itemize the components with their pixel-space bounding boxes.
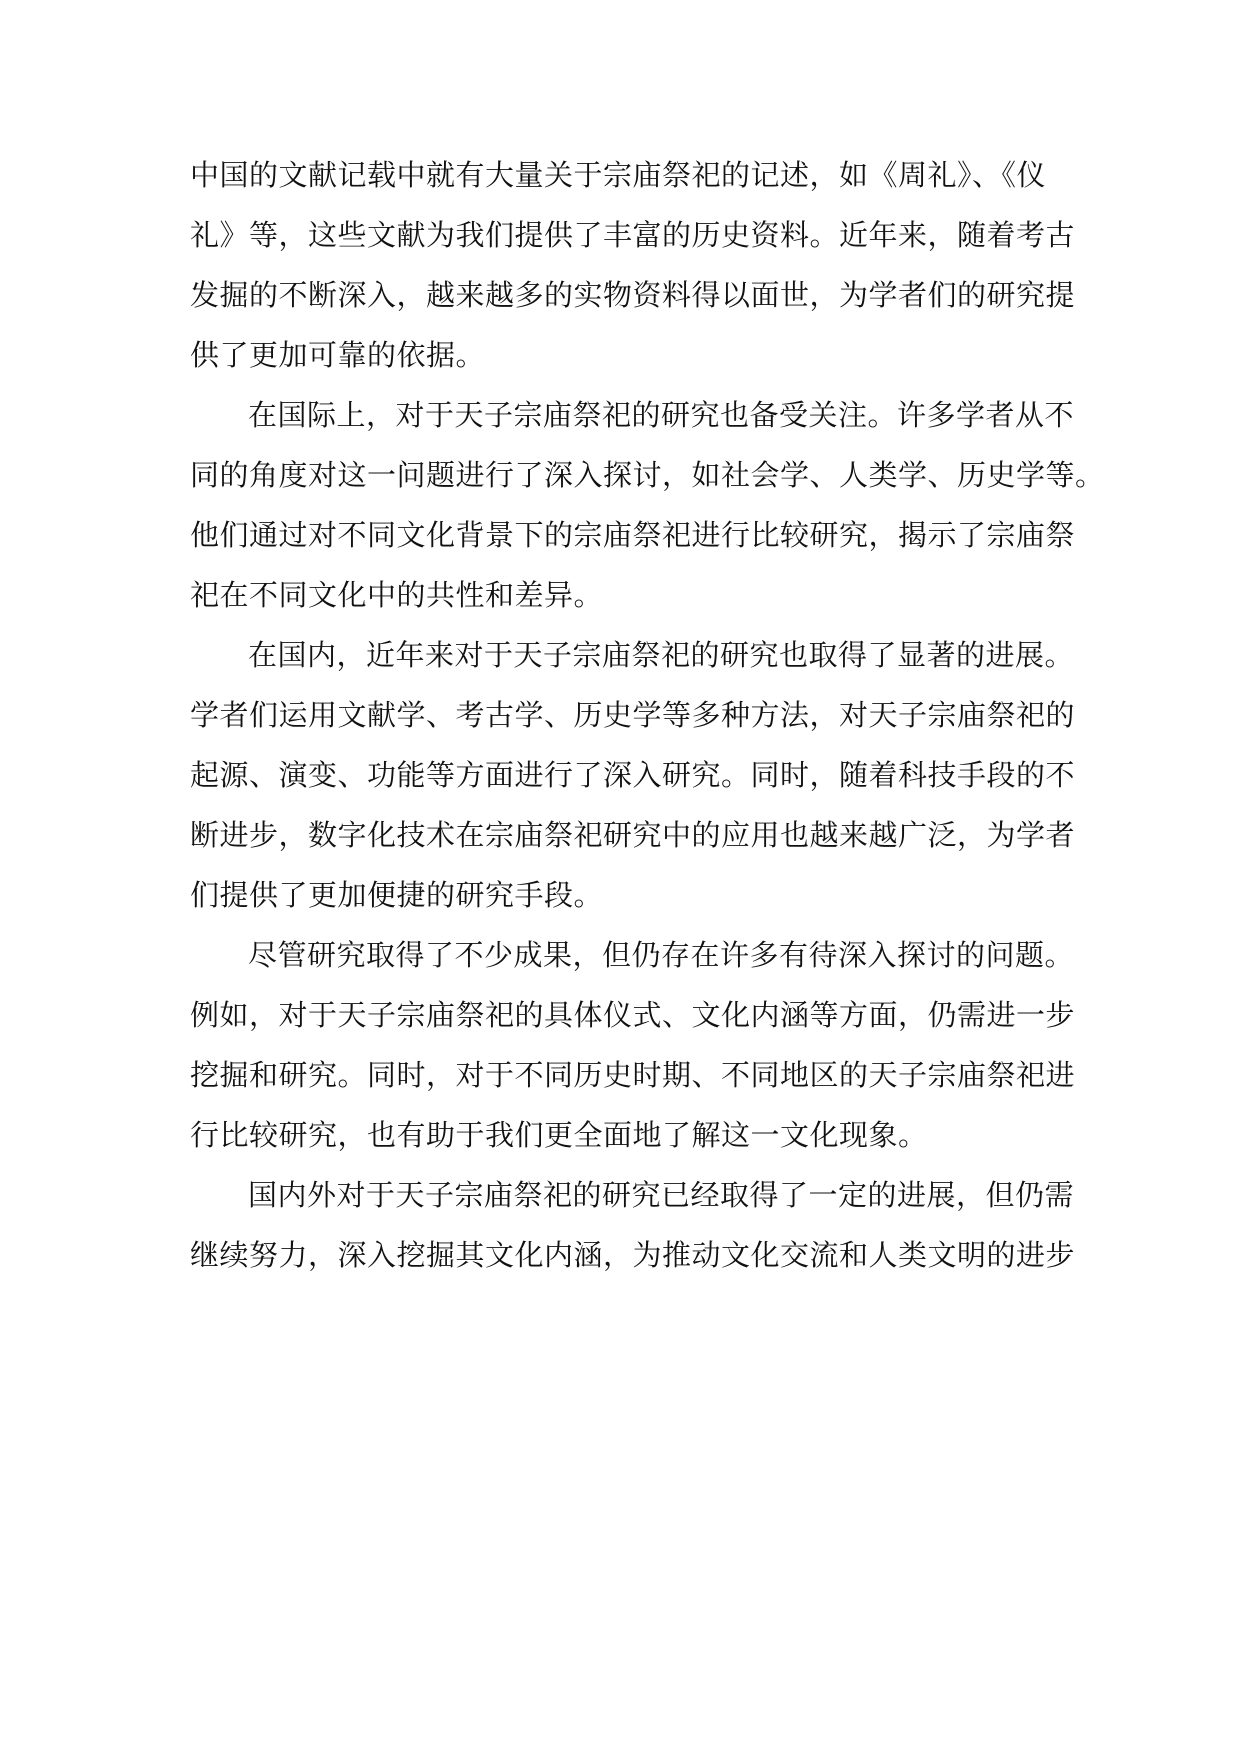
text-line: 国内外对于天子宗庙祭祀的研究已经取得了一定的进展，但仍需	[248, 1178, 1075, 1212]
text-line: 他们通过对不同文化背景下的宗庙祭祀进行比较研究，揭示了宗庙祭	[190, 518, 1076, 552]
text-line: 礼》等，这些文献为我们提供了丰富的历史资料。近年来，随着考古	[190, 218, 1076, 252]
paragraph-4	[190, 925, 1076, 1165]
paragraph-1	[190, 145, 1076, 385]
body-text	[190, 145, 1105, 1285]
text-line: 供了更加可靠的依据。	[190, 338, 486, 372]
text-line: 继续努力，深入挖掘其文化内涵，为推动文化交流和人类文明的进步	[190, 1238, 1076, 1272]
text-line: 发掘的不断深入，越来越多的实物资料得以面世，为学者们的研究提	[190, 278, 1076, 312]
paragraph-2	[190, 385, 1105, 625]
text-line: 挖掘和研究。同时，对于不同历史时期、不同地区的天子宗庙祭祀进	[190, 1058, 1076, 1092]
text-line: 中国的文献记载中就有大量关于宗庙祭祀的记述，如《周礼》、《仪	[190, 158, 1047, 192]
text-line: 在国际上，对于天子宗庙祭祀的研究也备受关注。许多学者从不	[248, 398, 1075, 432]
text-line: 同的角度对这一问题进行了深入探讨，如社会学、人类学、历史学等。	[190, 458, 1105, 492]
text-line: 尽管研究取得了不少成果，但仍存在许多有待深入探讨的问题。	[248, 938, 1075, 972]
text-line: 行比较研究，也有助于我们更全面地了解这一文化现象。	[190, 1118, 928, 1152]
text-line: 起源、演变、功能等方面进行了深入研究。同时，随着科技手段的不	[190, 758, 1076, 792]
text-line: 例如，对于天子宗庙祭祀的具体仪式、文化内涵等方面，仍需进一步	[190, 998, 1076, 1032]
text-line: 在国内，近年来对于天子宗庙祭祀的研究也取得了显著的进展。	[248, 638, 1075, 672]
text-line: 断进步，数字化技术在宗庙祭祀研究中的应用也越来越广泛，为学者	[190, 818, 1076, 852]
text-line: 祀在不同文化中的共性和差异。	[190, 578, 604, 612]
paragraph-3	[190, 625, 1076, 925]
paragraph-5	[190, 1165, 1076, 1285]
text-line: 们提供了更加便捷的研究手段。	[190, 878, 604, 912]
text-line: 学者们运用文献学、考古学、历史学等多种方法，对天子宗庙祭祀的	[190, 698, 1076, 732]
